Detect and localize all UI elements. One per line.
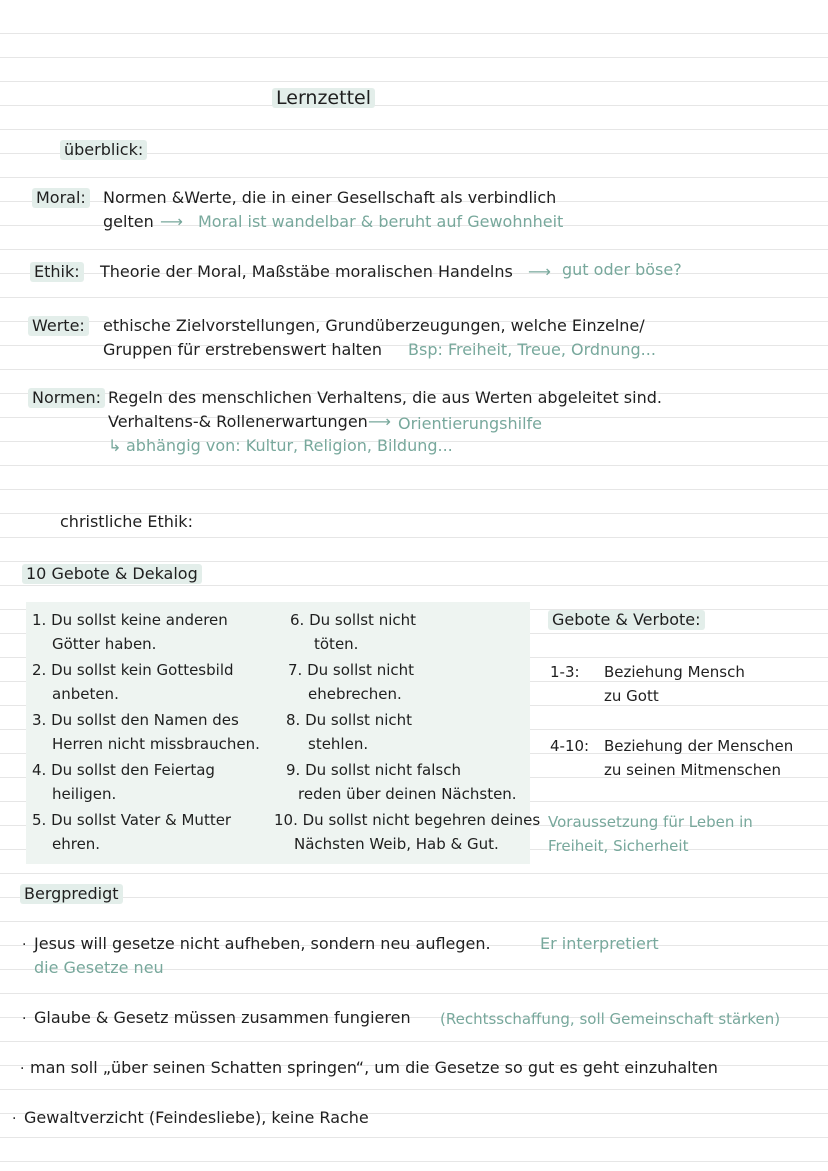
gebote-4-10-text: Beziehung der Menschen (604, 737, 794, 755)
normen-note: Orientierungshilfe (398, 414, 543, 433)
werte-definition-cont: Gruppen für erstrebenswert halten (103, 340, 383, 359)
commandment-10: 10. Du sollst nicht begehren deines (274, 811, 541, 829)
commandment-9: 9. Du sollst nicht falsch (286, 761, 461, 779)
commandment-2: 2. Du sollst kein Gottesbild (32, 661, 234, 679)
arrow-icon: ⟶ (368, 412, 391, 431)
normen-dependency: abhängig von: Kultur, Religion, Bildung... (126, 436, 453, 455)
commandment-2-cont: anbeten. (52, 685, 119, 703)
commandment-1-cont: Götter haben. (52, 635, 157, 653)
return-arrow-icon: ↳ (108, 436, 122, 455)
bullet-2-text: Glaube & Gesetz müssen zusammen fungieren (34, 1008, 411, 1027)
bullet-icon: · (20, 1061, 25, 1077)
commandment-5: 5. Du sollst Vater & Mutter (32, 811, 232, 829)
bullet-1-text: Jesus will gesetze nicht aufheben, sondern neu auflegen. (34, 934, 491, 953)
moral-note: Moral ist wandelbar & beruht auf Gewohnheit (198, 212, 564, 231)
commandment-5-cont: ehren. (52, 835, 101, 853)
gebote-note-cont: Freiheit, Sicherheit (548, 837, 689, 855)
bullet-icon: · (22, 937, 27, 953)
gebote-1-3-text-cont: zu Gott (604, 687, 659, 705)
page-title: Lernzettel (272, 88, 375, 108)
moral-definition-cont: gelten (103, 212, 154, 231)
bullet-icon: · (22, 1011, 27, 1027)
commandment-9-cont: reden über deinen Nächsten. (298, 785, 517, 803)
bullet-4-text: Gewaltverzicht (Feindesliebe), keine Rache (24, 1108, 369, 1127)
commandment-8: 8. Du sollst nicht (286, 711, 413, 729)
commandment-8-cont: stehlen. (308, 735, 369, 753)
christian-ethics-heading: christliche Ethik: (60, 512, 193, 531)
commandment-4: 4. Du sollst den Feiertag (32, 761, 215, 779)
bullet-3-text: man soll „über seinen Schatten springen“, um die Gesetze so gut es geht einzuhalten (30, 1058, 718, 1077)
werte-definition: ethische Zielvorstellungen, Grundüberzeugungen, welche Einzelne/ (103, 316, 645, 335)
moral-label: Moral: (32, 188, 90, 208)
dekalog-heading: 10 Gebote & Dekalog (22, 564, 202, 584)
gebote-4-10-text-cont: zu seinen Mitmenschen (604, 761, 782, 779)
gebote-4-10-label: 4-10: (550, 737, 590, 755)
normen-label: Normen: (28, 388, 105, 408)
gebote-heading: Gebote & Verbote: (548, 610, 705, 630)
bullet-2-note: (Rechtsschaffung, soll Gemeinschaft stärken) (440, 1010, 781, 1028)
bullet-1-note-cont: die Gesetze neu (34, 958, 164, 977)
commandment-6-cont: töten. (314, 635, 359, 653)
commandment-10-cont: Nächsten Weib, Hab & Gut. (294, 835, 499, 853)
normen-definition: Regeln des menschlichen Verhaltens, die aus Werten abgeleitet sind. (108, 388, 662, 407)
bullet-icon: · (12, 1111, 17, 1127)
commandment-7: 7. Du sollst nicht (288, 661, 415, 679)
commandment-6: 6. Du sollst nicht (290, 611, 417, 629)
ethik-label: Ethik: (30, 262, 84, 282)
arrow-icon: ⟶ (528, 262, 551, 281)
gebote-1-3-text: Beziehung Mensch (604, 663, 745, 681)
gebote-note: Voraussetzung für Leben in (548, 813, 753, 831)
arrow-icon: ⟶ (160, 212, 183, 231)
moral-definition: Normen &Werte, die in einer Gesellschaft als verbindlich (103, 188, 557, 207)
gebote-1-3-label: 1-3: (550, 663, 580, 681)
bullet-1-note: Er interpretiert (540, 934, 659, 953)
commandment-3-cont: Herren nicht missbrauchen. (52, 735, 260, 753)
ethik-note: gut oder böse? (562, 260, 682, 279)
ethik-definition: Theorie der Moral, Maßstäbe moralischen Handelns (100, 262, 513, 281)
commandment-4-cont: heiligen. (52, 785, 117, 803)
werte-example: Bsp: Freiheit, Treue, Ordnung... (408, 340, 656, 359)
commandment-3: 3. Du sollst den Namen des (32, 711, 239, 729)
werte-label: Werte: (28, 316, 89, 336)
normen-definition-cont: Verhaltens-& Rollenerwartungen (108, 412, 368, 431)
overview-heading: überblick: (60, 140, 147, 160)
commandment-7-cont: ehebrechen. (308, 685, 402, 703)
commandment-1: 1. Du sollst keine anderen (32, 611, 228, 629)
bergpredigt-heading: Bergpredigt (20, 884, 123, 904)
